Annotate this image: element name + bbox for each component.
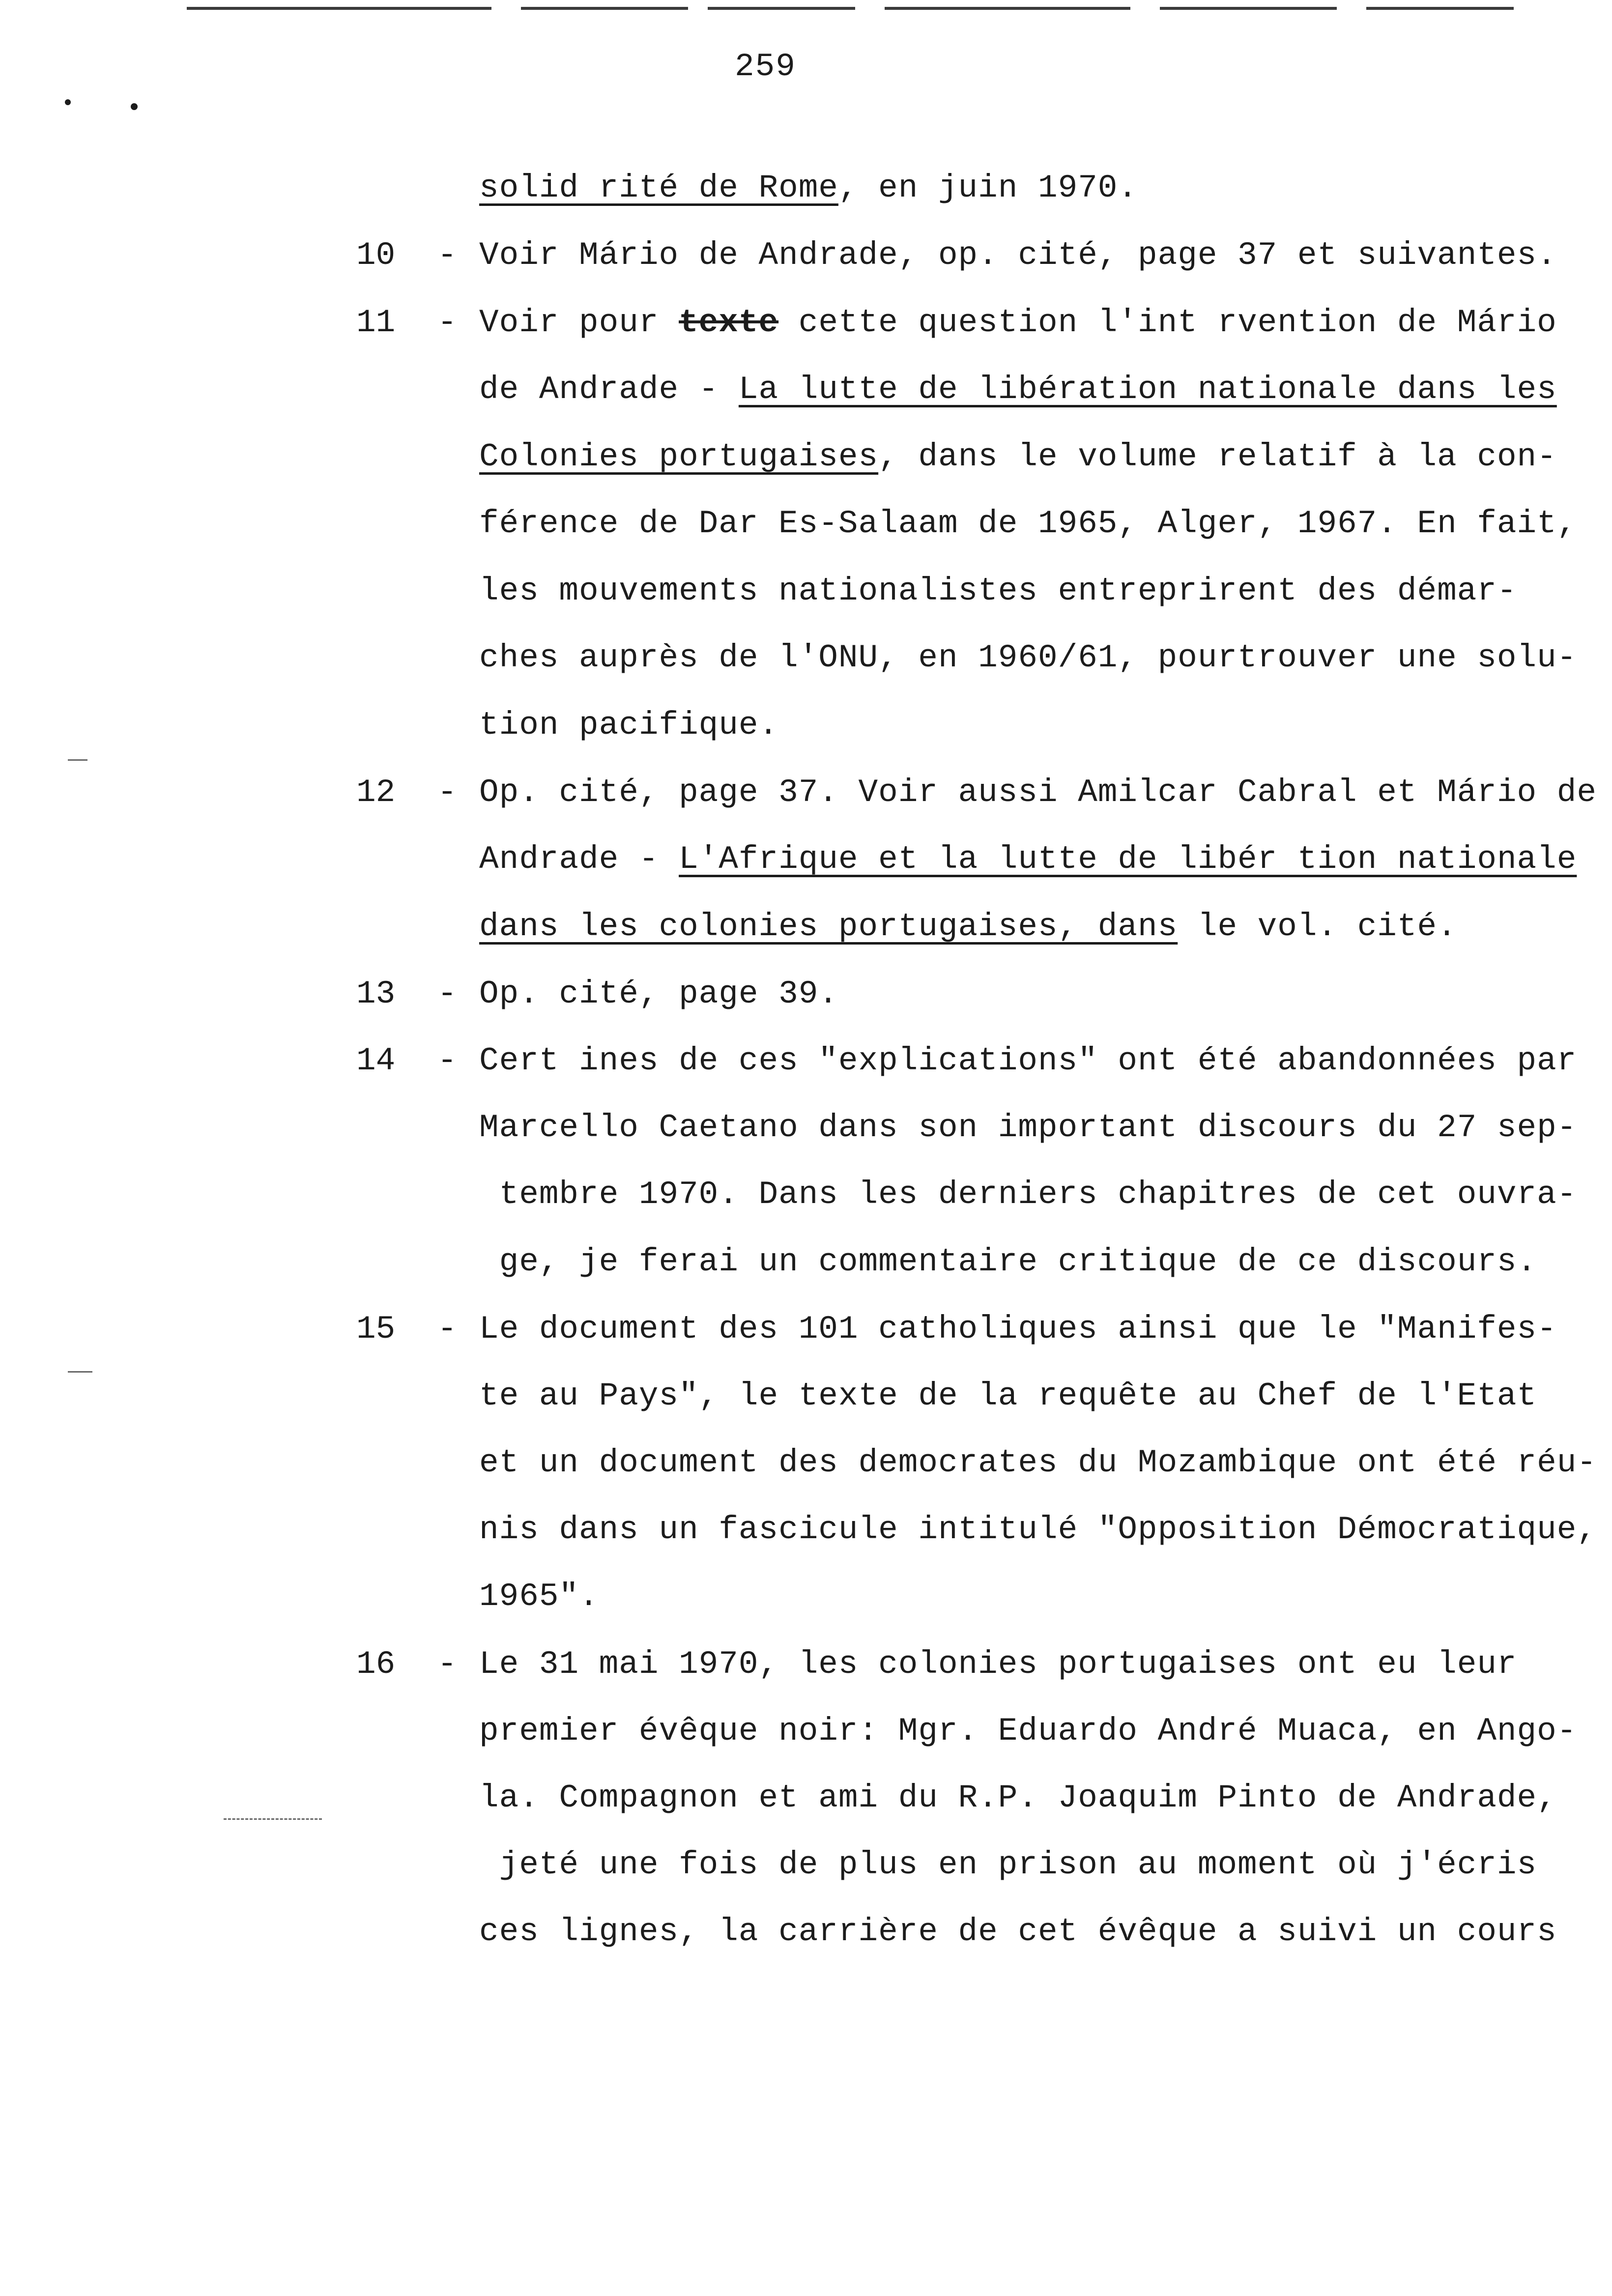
text-segment: texte bbox=[679, 304, 779, 341]
text-segment: le vol. cité. bbox=[1178, 908, 1457, 945]
text-segment: , en juin 1970. bbox=[838, 170, 1138, 206]
footnote-line bbox=[479, 908, 1457, 945]
footnote-line bbox=[479, 239, 1557, 272]
footnote-number: 15 bbox=[356, 1311, 396, 1348]
footnote-line bbox=[479, 505, 1577, 542]
footnote-dash: - bbox=[437, 304, 457, 341]
text-segment: Le 31 mai 1970, les colonies portugaises ont eu leur bbox=[479, 1646, 1517, 1683]
underlined-title: solid rité de Rome bbox=[479, 170, 838, 206]
footnote-line bbox=[479, 709, 778, 742]
text-segment: Marcello Caetano dans son important discours du 27 sep- bbox=[479, 1109, 1577, 1146]
text-segment: Voir pour bbox=[479, 304, 679, 341]
footnote-line bbox=[479, 1511, 1597, 1548]
text-segment: tion pacifique. bbox=[479, 707, 779, 744]
text-segment: Op. cité, page 39. bbox=[479, 976, 838, 1012]
footnote-line bbox=[479, 978, 838, 1010]
footnote-number: 13 bbox=[356, 976, 396, 1012]
footnote-line bbox=[479, 639, 1577, 676]
footnote-dash: - bbox=[437, 976, 457, 1012]
footnote-line bbox=[479, 1715, 1577, 1748]
top-rule bbox=[708, 7, 855, 10]
footnote-line bbox=[479, 1779, 1557, 1816]
text-segment: de Andrade - bbox=[479, 371, 739, 408]
text-segment: , dans le volume relatif à la con- bbox=[878, 438, 1557, 475]
text-segment: ge, je ferai un commentaire critique de ce discours. bbox=[479, 1243, 1537, 1280]
text-segment: te au Pays", le texte de la requête au Chef de l'Etat bbox=[479, 1378, 1537, 1414]
footnote-dash: - bbox=[437, 237, 457, 274]
text-segment: Voir Mário de Andrade, op. cité, page 37 et suivantes. bbox=[479, 237, 1557, 274]
underlined-title: La lutte de libération nationale dans les bbox=[738, 371, 1557, 408]
text-segment: Op. cité, page 37. Voir aussi Amilcar Cabral et Mário de bbox=[479, 774, 1597, 811]
page-number: 259 bbox=[735, 48, 796, 85]
text-segment: Cert ines de ces "explications" ont été abandonnées par bbox=[479, 1042, 1577, 1079]
footnote-line bbox=[479, 304, 1557, 341]
footnote-line bbox=[479, 1444, 1597, 1481]
footnote-dash: - bbox=[437, 1646, 457, 1683]
punch-mark bbox=[131, 103, 138, 110]
text-segment: et un document des democrates du Mozambique ont été réu- bbox=[479, 1444, 1597, 1481]
footnote-line bbox=[479, 1580, 599, 1613]
text-segment: premier évêque noir: Mgr. Eduardo André Muaca, en Ango- bbox=[479, 1713, 1577, 1750]
footnote-dash: - bbox=[437, 1311, 457, 1348]
footnote-line bbox=[479, 1913, 1557, 1950]
text-segment: cette question l'int rvention de Mário bbox=[778, 304, 1557, 341]
top-rule bbox=[521, 7, 688, 10]
footnote-line bbox=[479, 776, 1597, 809]
text-segment: férence de Dar Es-Salaam de 1965, Alger, 1967. En fait, bbox=[479, 505, 1577, 542]
punch-mark bbox=[65, 99, 71, 105]
footnote-line bbox=[479, 438, 1557, 475]
text-segment: nis dans un fascicule intitulé "Opposition Démocratique, bbox=[479, 1511, 1597, 1548]
text-segment: les mouvements nationalistes entreprirent des démar- bbox=[479, 573, 1517, 609]
margin-mark bbox=[68, 1371, 92, 1373]
text-segment: 1965". bbox=[479, 1578, 599, 1615]
footnote-line bbox=[479, 1042, 1577, 1079]
margin-mark bbox=[68, 759, 87, 761]
footnote-dash: - bbox=[437, 774, 457, 811]
top-rule bbox=[187, 7, 491, 10]
text-segment: la. Compagnon et ami du R.P. Joaquim Pinto de Andrade, bbox=[479, 1779, 1557, 1816]
footnote-line bbox=[479, 1243, 1537, 1280]
footnote-number: 14 bbox=[356, 1042, 396, 1079]
footnote-line bbox=[479, 172, 1138, 204]
margin-mark bbox=[224, 1818, 322, 1820]
footnote-number: 11 bbox=[356, 304, 396, 341]
text-segment: jeté une fois de plus en prison au moment où j'écris bbox=[479, 1846, 1537, 1883]
text-segment: ces lignes, la carrière de cet évêque a suivi un cours bbox=[479, 1913, 1557, 1950]
footnote-dash: - bbox=[437, 1042, 457, 1079]
footnote-number: 12 bbox=[356, 774, 396, 811]
footnote-line bbox=[479, 1178, 1577, 1211]
text-segment: ches auprès de l'ONU, en 1960/61, pourtrouver une solu- bbox=[479, 639, 1577, 676]
footnote-number: 16 bbox=[356, 1646, 396, 1683]
footnote-line bbox=[479, 843, 1577, 876]
top-rule bbox=[885, 7, 1130, 10]
footnote-line bbox=[479, 1648, 1517, 1681]
text-segment: tembre 1970. Dans les derniers chapitres de cet ouvra- bbox=[479, 1176, 1577, 1213]
underlined-title: dans les colonies portugaises, dans bbox=[479, 908, 1178, 945]
underlined-title: Colonies portugaises bbox=[479, 438, 879, 475]
footnote-line bbox=[479, 575, 1517, 607]
footnote-line bbox=[479, 1380, 1537, 1412]
text-segment: Andrade - bbox=[479, 841, 679, 878]
top-rule bbox=[1366, 7, 1514, 10]
footnote-line bbox=[479, 373, 1557, 406]
footnote-number: 10 bbox=[356, 237, 396, 274]
footnote-line bbox=[479, 1109, 1577, 1146]
top-rule bbox=[1160, 7, 1337, 10]
footnote-line bbox=[479, 1846, 1537, 1883]
text-segment: Le document des 101 catholiques ainsi que le "Manifes- bbox=[479, 1311, 1557, 1348]
underlined-title: L'Afrique et la lutte de libér tion nationale bbox=[679, 841, 1577, 878]
footnote-line bbox=[479, 1313, 1557, 1346]
